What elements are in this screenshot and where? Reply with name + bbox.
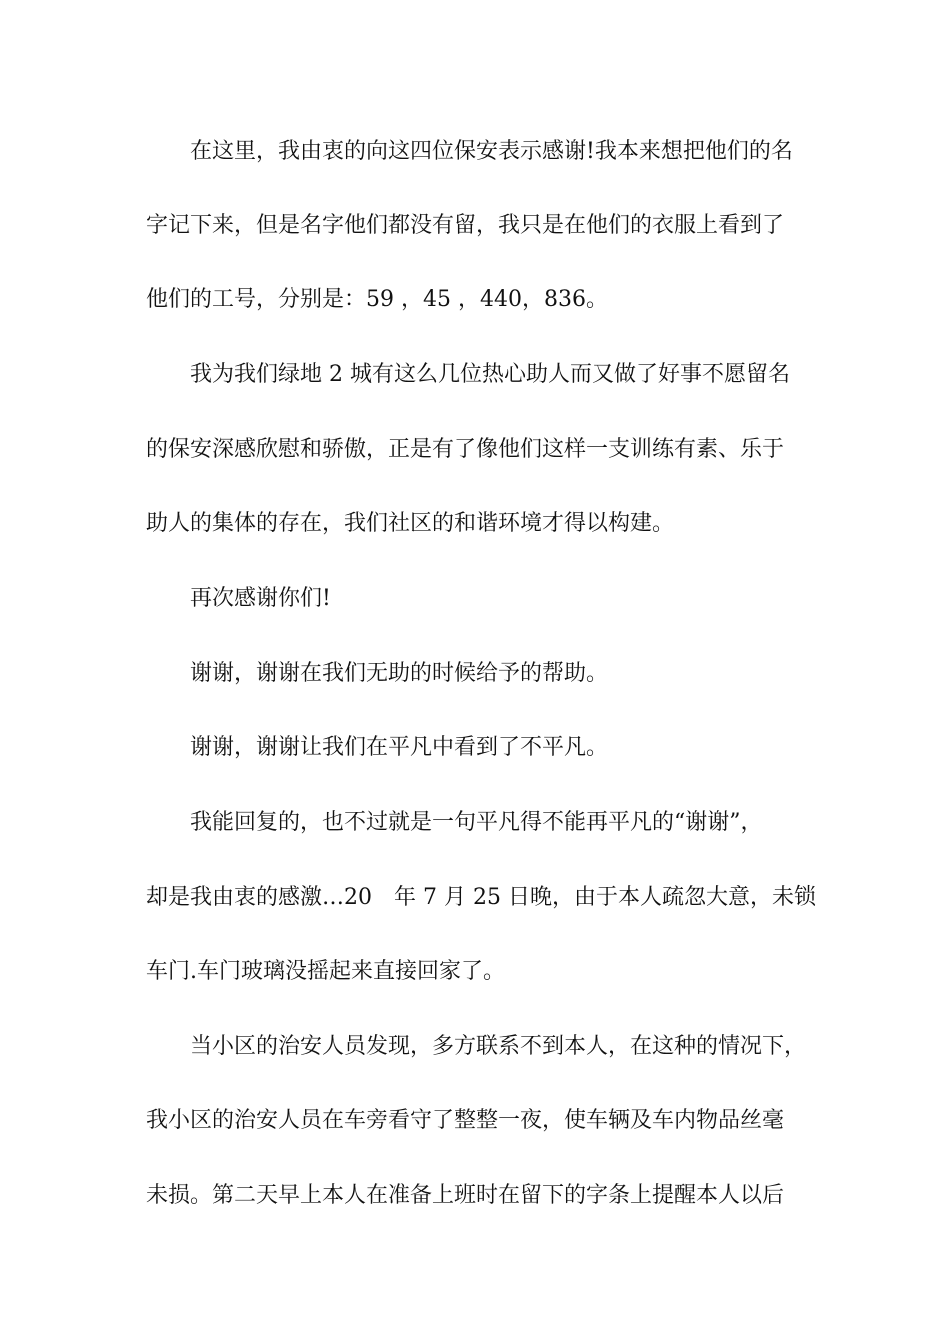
text-line: 我能回复的，也不过就是一句平凡得不能再平凡的“谢谢”，	[190, 810, 763, 835]
text-line: 再次感谢你们!	[190, 586, 331, 611]
text-line: 他们的工号，分别是：59 ，45 ，440，836。	[146, 287, 608, 312]
text-line: 我为我们绿地 2 城有这么几位热心助人而又做了好事不愿留名	[190, 362, 790, 387]
text-line: 在这里，我由衷的向这四位保安表示感谢!我本来想把他们的名	[190, 139, 793, 164]
text-line: 字记下来，但是名字他们都没有留，我只是在他们的衣服上看到了	[146, 213, 785, 238]
text-line: 我小区的治安人员在车旁看守了整整一夜，使车辆及车内物品丝毫	[146, 1108, 785, 1133]
text-line: 却是我由衷的感激…20 年 7 月 25 日晚，由于本人疏忽大意，未锁	[146, 885, 816, 910]
text-line: 谢谢，谢谢在我们无助的时候给予的帮助。	[190, 661, 609, 686]
text-line: 的保安深感欣慰和骄傲，正是有了像他们这样一支训练有素、乐于	[146, 437, 785, 462]
text-line: 谢谢，谢谢让我们在平凡中看到了不平凡。	[190, 735, 609, 760]
text-line: 车门.车门玻璃没摇起来直接回家了。	[146, 959, 505, 984]
text-line: 助人的集体的存在，我们社区的和谐环境才得以构建。	[146, 511, 675, 536]
text-line: 未损。第二天早上本人在准备上班时在留下的字条上提醒本人以后	[146, 1183, 785, 1208]
text-line: 当小区的治安人员发现，多方联系不到本人，在这种的情况下，	[190, 1034, 807, 1059]
